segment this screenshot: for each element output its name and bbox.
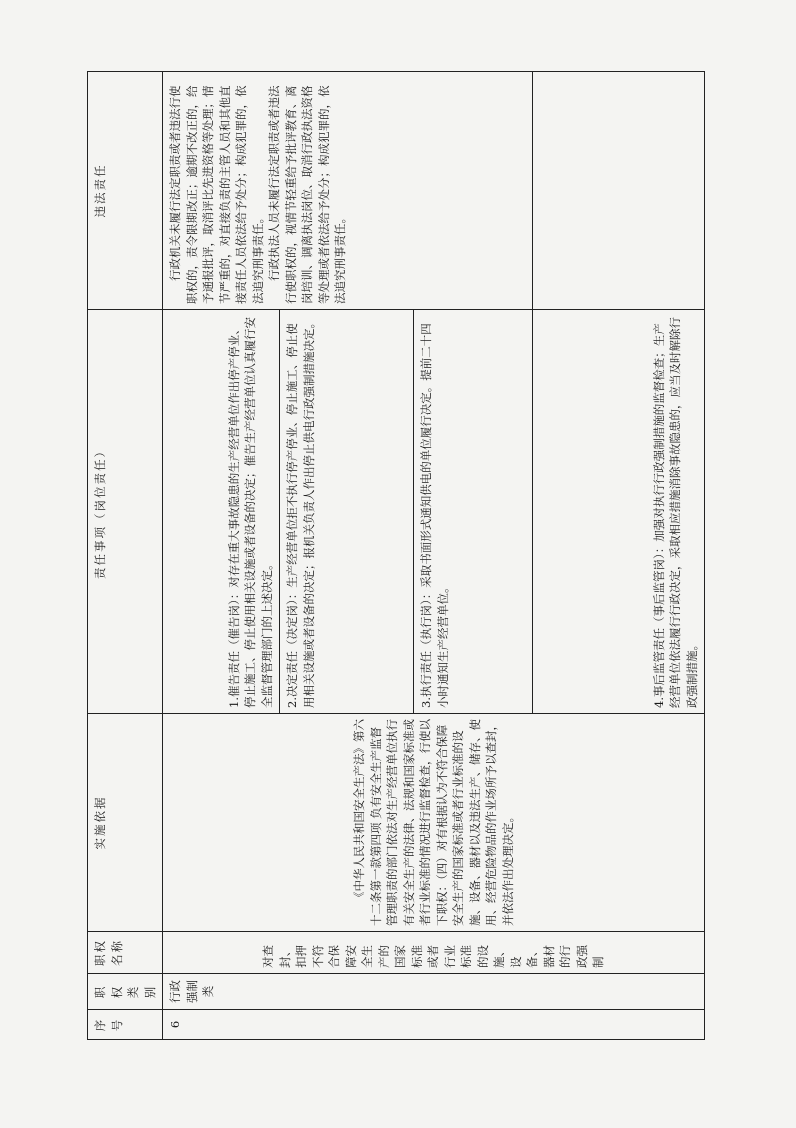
header-liability: 违法责任: [88, 72, 163, 310]
duty-2: [280, 310, 414, 714]
liability-2-text: 行政执法人员未履行法定职责或者违法行使职权的，视情节轻重给予批评教育、离岗培训、调离执法岗位、取消行政执法资格等处理或者依法给予处分；构成犯罪的，依法追究刑事责任。: [267, 85, 347, 304]
header-basis: 实施依据: [88, 714, 163, 932]
row-basis: [163, 714, 705, 932]
row-category: 行政强制类: [163, 974, 705, 1010]
duty-4-text: 4.事后监管责任（事后监管岗）：加强对执行行政强制措施的监督检查；生产经营单位依法履行行政决定，采取相应措施消除事故隐患的，应当及时解除行政强制措施。: [651, 317, 699, 708]
duty-list-table: [87, 71, 705, 1040]
duty-4: [533, 310, 705, 714]
duty-1: [163, 310, 280, 714]
duty-1-text: 1.催告责任（催告岗）：对存在重大事故隐患的生产经营单位作出停产停业、停止施工、停止使用相关设施或者设备的决定；催告生产经营单位认真履行安全监督管理部门的上述决定。: [226, 317, 274, 708]
table-header-row: [88, 72, 163, 1040]
header-name: 职权名称: [88, 932, 163, 974]
duty-3: [414, 310, 533, 714]
duty-2-text: 2.决定责任（决定岗）：生产经营单位拒不执行停产停业、停止施工、停止使用相关设施或者设备的决定；报机关负责人作出停止供电行政强制措施决定。: [285, 317, 316, 708]
table-row: [163, 72, 280, 1040]
header-duties: 责任事项（岗位责任）: [88, 310, 163, 714]
row-power-name: 对查封、扣押不符合保障安全生产的国家标准或者行业标准的设施、设备、器材的行政强制: [163, 932, 705, 974]
basis-text: 《中华人民共和国安全生产法》第六十二条第一款第四项 负有安全生产监督管理职责的部门依法对生产经营单位执行有关安全生产的法律、法规和国家标准或者行业标准的情况进行监督检查，行使以下职权：（四）对有根据认为不符合保障安全生产的国家标准或者行业标准的设施、设备、器材以及违法生产、储存、使用、经营危险物品的作业场所予以查封，并依法作出处理决定。: [352, 719, 515, 926]
row-liability: [163, 72, 533, 310]
duty-3-text: 3.执行责任（执行岗）：采取书面形式通知供电的单位履行决定。提前二十四小时通知生产经营单位。: [419, 323, 450, 708]
liability-empty-cell: [533, 72, 705, 310]
row-seq: 6: [163, 1010, 705, 1040]
liability-1-text: 行政机关未履行法定职责或者违法行使职权的，责令限期改正；逾期不改正的，给予通报批评，取消评比先进资格等处理；情节严重的，对直接负责的主管人员和其他直接责任人员依法给予处分；构成犯罪的，依法追究刑事责任。: [168, 85, 265, 304]
header-category: 职权类别: [88, 974, 163, 1010]
header-seq: 序号: [88, 1010, 163, 1040]
